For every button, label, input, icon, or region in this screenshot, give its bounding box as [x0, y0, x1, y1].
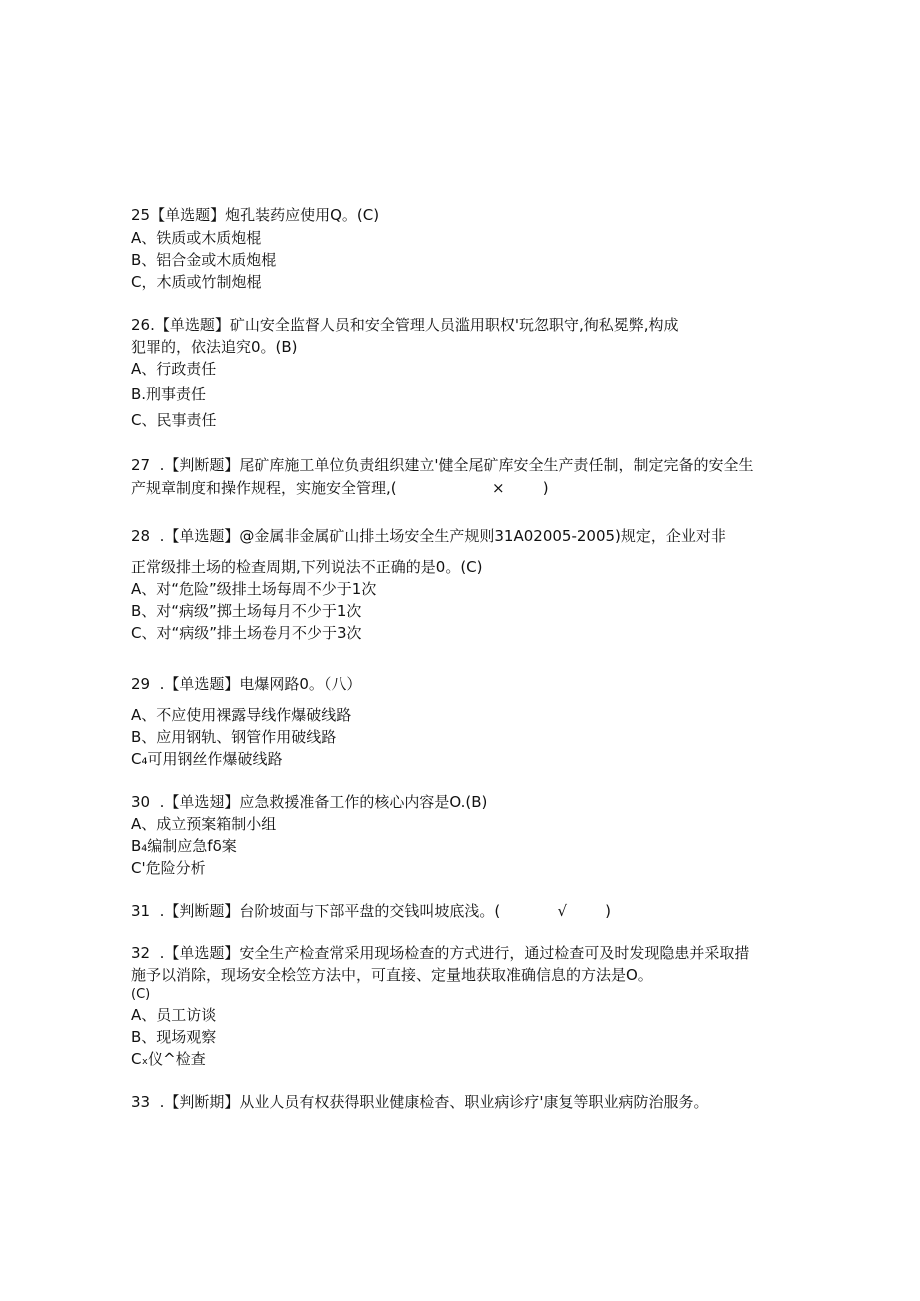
- question-25-stem: 25【单选题】炮孔装药应使用Q。(C): [131, 206, 380, 224]
- question-27-stem-line-2: 产规章制度和操作规程，实施安全管理,( × ): [131, 479, 549, 497]
- question-30-option-c: C'危险分析: [131, 859, 206, 877]
- question-26-stem-line-2: 犯罪的，依法追究0。(B): [131, 338, 298, 356]
- question-32-answer: (C): [131, 987, 151, 1002]
- question-28-option-b: B、对“病级”掷土场每月不少于1次: [131, 602, 362, 620]
- question-32-stem-line-2: 施予以消除，现场安全桧笠方法中，可直接、定量地获取准确信息的方法是O。: [131, 966, 653, 984]
- question-26-option-a: A、行政责任: [131, 360, 217, 378]
- question-32-option-a: A、员工访谈: [131, 1006, 217, 1024]
- question-30-stem: 30 .【单选翅】应急救援准备工作的核心内容是O.(B): [131, 793, 488, 811]
- question-28-stem-line-2: 正常级排土场的检查周期,下列说法不正确的是0。(C): [131, 558, 483, 576]
- question-30-option-a: A、成立预案箱制小组: [131, 815, 277, 833]
- question-25-option-a: A、铁质或木质炮棍: [131, 229, 262, 247]
- question-25-option-c: C，木质或竹制炮棍: [131, 273, 262, 291]
- question-29-option-b: B、应用钢轨、钢管作用破线路: [131, 728, 337, 746]
- question-26-stem-line-1: 26.【单选题】矿山安全监督人员和安全管理人员滥用职权'玩忽职守,徇私冕弊,构成: [131, 316, 679, 334]
- question-32-option-c: Cₓ仪^检查: [131, 1050, 206, 1068]
- question-25-option-b: B、铝合金或木质炮棍: [131, 251, 277, 269]
- question-28-stem-line-1: 28 .【单选题】@金属非金属矿山排土场安全生产规则31A02005-2005)规定，企业对非: [131, 527, 726, 545]
- question-29-option-a: A、不应使用裸露导线作爆破线路: [131, 706, 352, 724]
- question-29-option-c: C₄可用钢丝作爆破线路: [131, 750, 283, 768]
- question-26-option-c: C、民事责任: [131, 411, 217, 429]
- question-31-stem: 31 .【判断题】台阶坡面与下部平盘的交钱叫坡底浅。( √ ): [131, 902, 612, 920]
- question-28-option-c: C、对“病级”排土场卷月不少于3次: [131, 624, 362, 642]
- question-32-option-b: B、现场观察: [131, 1028, 217, 1046]
- question-29-stem: 29 .【单选题】电爆网路0。（八）: [131, 675, 362, 693]
- question-33-stem: 33 .【判断期】从业人员有权获得职业健康检杳、职业病诊疗'康复等职业病防治服务。: [131, 1093, 709, 1111]
- question-28-option-a: A、对“危险”级排土场每周不少于1次: [131, 580, 377, 598]
- question-30-option-b: B₄编制应急fδ案: [131, 837, 237, 855]
- question-32-stem-line-1: 32 .【单选题】安全生产检查常采用现场检查的方式进行，通过检查可及时发现隐患并采取措: [131, 944, 750, 962]
- question-26-option-b: B.刑事责任: [131, 385, 207, 403]
- question-27-stem-line-1: 27 .【判断题】尾矿库施工单位负责组织建立'健全尾矿库安全生产责任制，制定完备的安全生: [131, 456, 754, 474]
